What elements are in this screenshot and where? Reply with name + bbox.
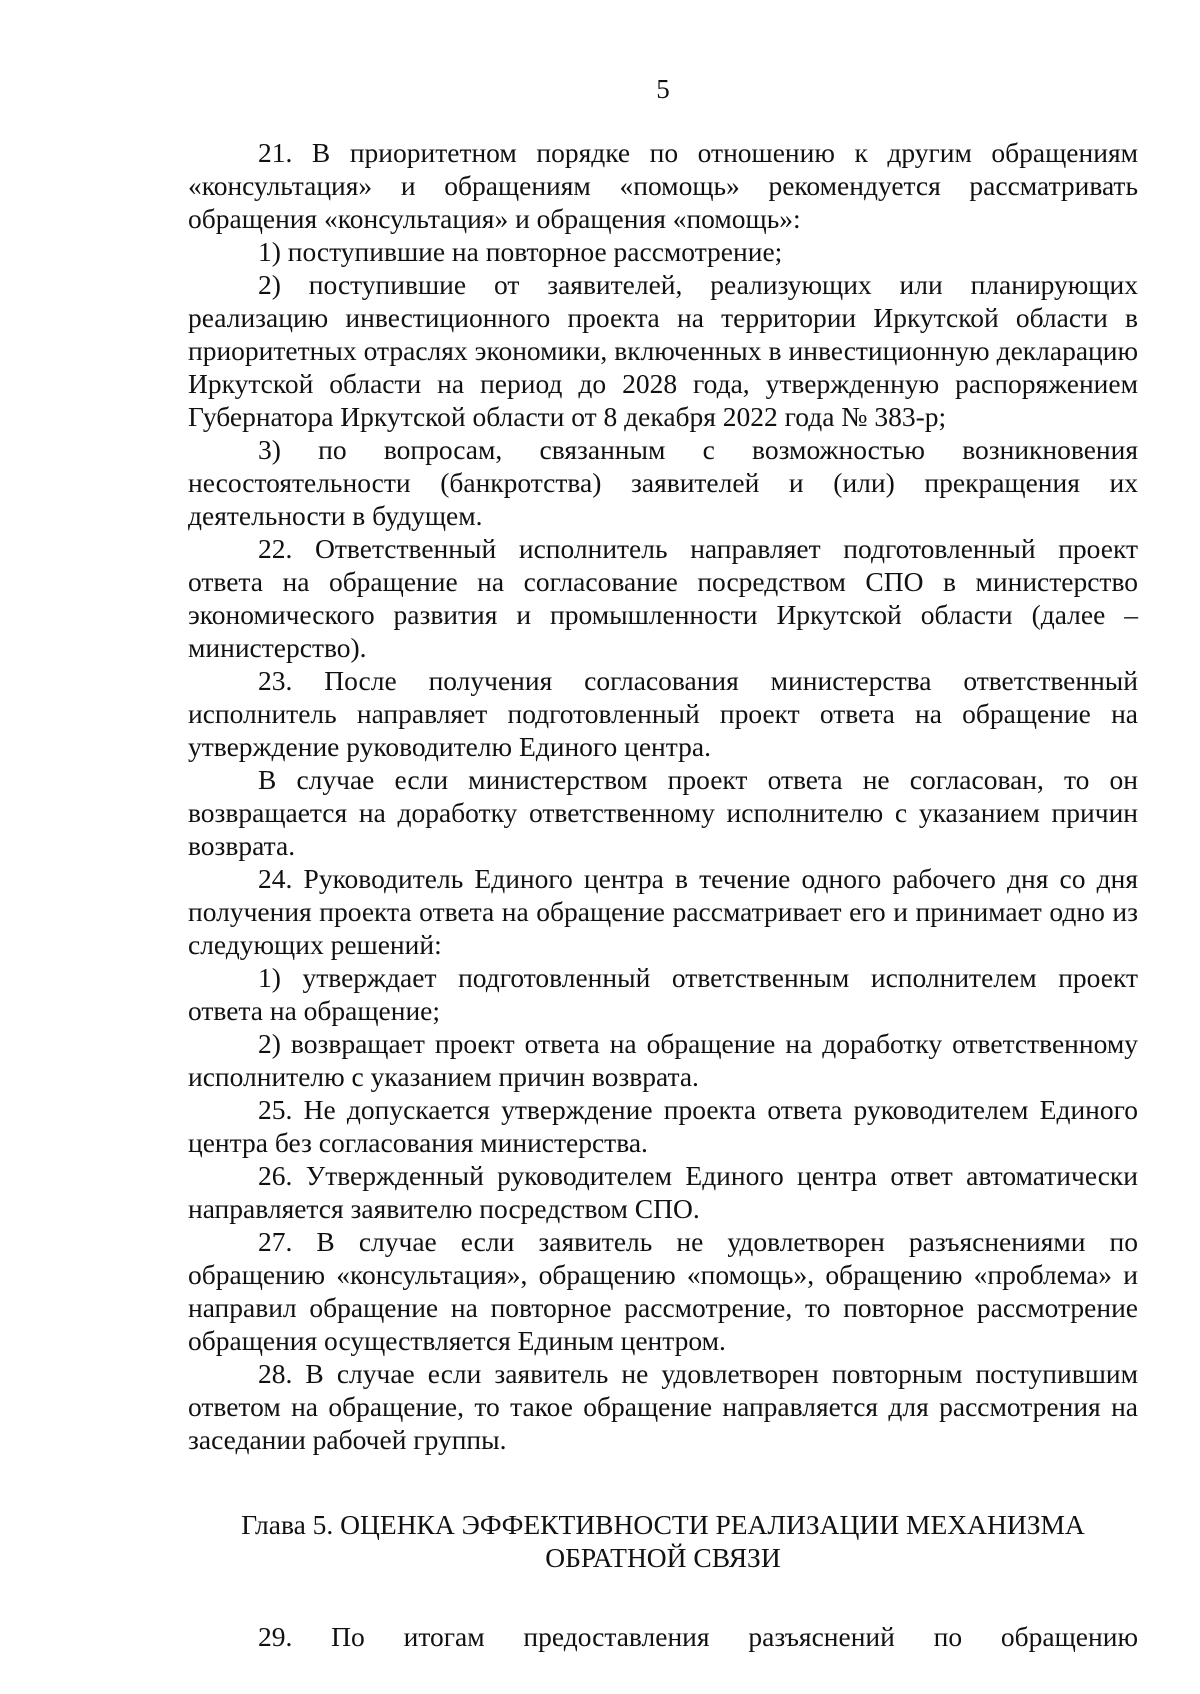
chapter-heading-line2: ОБРАТНОЙ СВЯЗИ (545, 1542, 781, 1573)
list-item-24-1: 1) утверждает подготовленный ответственным исполнителем проект ответа на обращение; (188, 962, 1138, 1026)
list-item-21-3: 3) по вопросам, связанным с возможностью возникновения несостоятельности (банкротства) заявителей и (или) прекращения их деятельности в будущем. (188, 434, 1138, 531)
document-body (188, 136, 1138, 1653)
paragraph-27: 27. В случае если заявитель не удовлетворен разъяснениями по обращению «консультация», обращению «помощь», обращению «проблема» и направил обращение на повторное рассмотрение, то повторное рассмотрение обращения осуществляется Единым центром. (188, 1226, 1138, 1356)
paragraph-21: 21. В приоритетном порядке по отношению к другим обращениям «консультация» и обращениям «помощь» рекомендуется рассматривать обращения «консультация» и обращения «помощь»: (188, 137, 1138, 234)
paragraph-29: 29. По итогам предоставления разъяснений по обращению (258, 1621, 1138, 1652)
list-item-21-1: 1) поступившие на повторное рассмотрение; (258, 236, 783, 267)
paragraph-28: 28. В случае если заявитель не удовлетворен повторным поступившим ответом на обращение, то такое обращение направляется для рассмотрения на заседании рабочей группы. (188, 1358, 1138, 1455)
chapter-heading-line1: Глава 5. ОЦЕНКА ЭФФЕКТИВНОСТИ РЕАЛИЗАЦИИ МЕХАНИЗМА (241, 1509, 1085, 1540)
paragraph-24: 24. Руководитель Единого центра в течение одного рабочего дня со дня получения проекта ответа на обращение рассматривает его и принимает одно из следующих решений: (188, 863, 1138, 960)
paragraph-25: 25. Не допускается утверждение проекта ответа руководителем Единого центра без согласования министерства. (188, 1094, 1138, 1158)
list-item-24-2: 2) возвращает проект ответа на обращение на доработку ответственному исполнителю с указанием причин возврата. (188, 1028, 1138, 1092)
page-number: 5 (656, 74, 670, 104)
list-item-21-2: 2) поступившие от заявителей, реализующих или планирующих реализацию инвестиционного проекта на территории Иркутской области в приоритетных отраслях экономики, включенных в инвестиционную декларацию Иркутской области на период до 2028 года, утвержденную распоряжением Губернатора Иркутской области от 8 декабря 2022 года № 383-р; (188, 269, 1138, 432)
paragraph-23-note: В случае если министерством проект ответа не согласован, то он возвращается на доработку ответственному исполнителю с указанием причин возврата. (188, 764, 1138, 861)
paragraph-22: 22. Ответственный исполнитель направляет подготовленный проект ответа на обращение на согласование посредством СПО в министерство экономического развития и промышленности Иркутской области (далее – министерство). (188, 533, 1138, 663)
paragraph-26: 26. Утвержденный руководителем Единого центра ответ автоматически направляется заявителю посредством СПО. (188, 1160, 1138, 1224)
chapter-heading (188, 1508, 1138, 1574)
paragraph-23: 23. После получения согласования министерства ответственный исполнитель направляет подготовленный проект ответа на обращение на утверждение руководителю Единого центра. (188, 665, 1138, 762)
